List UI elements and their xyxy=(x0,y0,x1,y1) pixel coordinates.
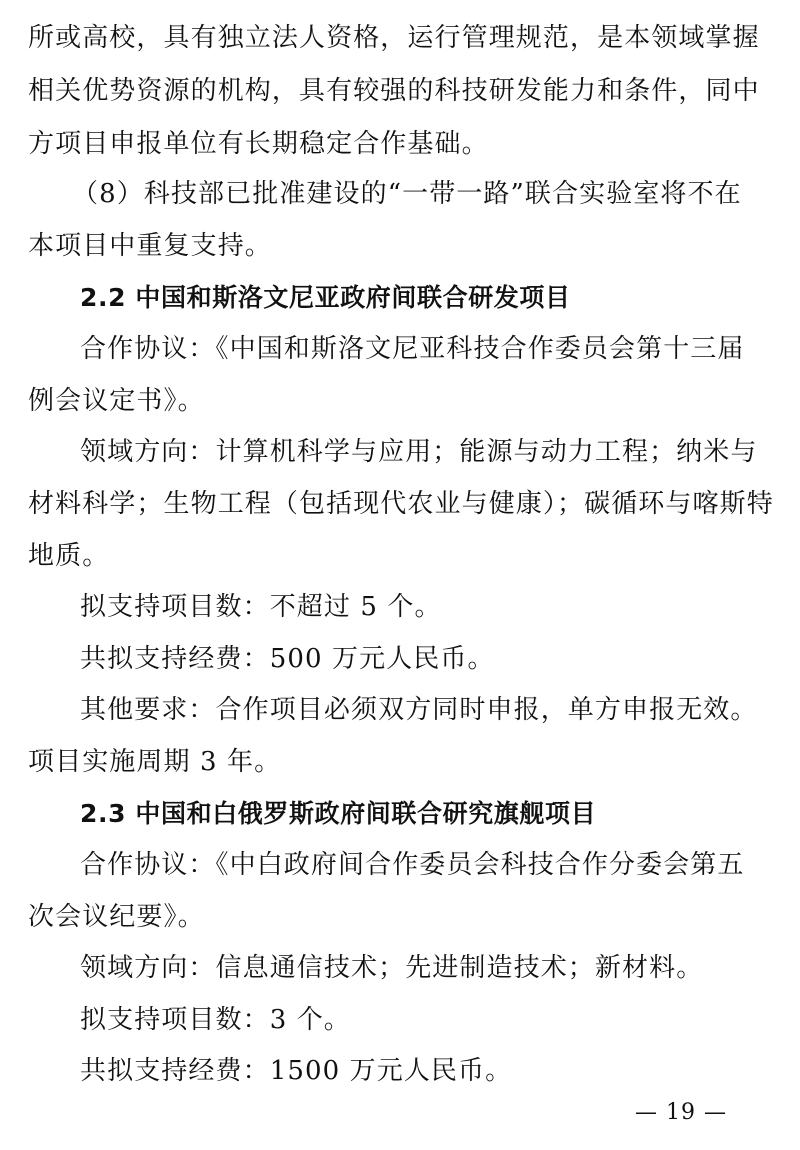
body-text-line: 拟支持项目数：不超过 5 个。 xyxy=(80,592,442,622)
body-text-line: 方项目申报单位有长期稳定合作基础。 xyxy=(28,129,489,159)
body-text-line: 合作协议：《中国和斯洛文尼亚科技合作委员会第十三届 xyxy=(80,334,745,364)
body-text-line: 例会议定书》。 xyxy=(28,386,205,416)
body-text-line: 领域方向：计算机科学与应用；能源与动力工程；纳米与 xyxy=(80,437,758,467)
body-text-line: 领域方向：信息通信技术；先进制造技术；新材料。 xyxy=(80,953,704,983)
body-text-line: 材料科学；生物工程（包括现代农业与健康）；碳循环与喀斯特 xyxy=(28,489,774,519)
body-text-line: 拟支持项目数：3 个。 xyxy=(80,1005,351,1035)
body-text-line: 合作协议：《中白政府间合作委员会科技合作分委会第五 xyxy=(80,850,745,880)
body-text-line: 其他要求：合作项目必须双方同时申报，单方申报无效。 xyxy=(80,695,758,725)
body-text-line: 相关优势资源的机构，具有较强的科技研发能力和条件，同中 xyxy=(28,76,760,106)
body-text-line: 项目实施周期 3 年。 xyxy=(28,747,282,777)
body-text-line: 次会议纪要》。 xyxy=(28,902,205,932)
body-text-line: 共拟支持经费：1500 万元人民币。 xyxy=(80,1056,513,1086)
body-text-line: （8）科技部已批准建设的“一带一路”联合实验室将不在 xyxy=(72,179,742,209)
body-text-line: 所或高校，具有独立法人资格，运行管理规范，是本领域掌握 xyxy=(28,23,760,53)
body-text-line: 本项目中重复支持。 xyxy=(28,231,272,261)
body-text-line: 地质。 xyxy=(28,541,110,571)
section-heading-2-3: 2.3 中国和白俄罗斯政府间联合研究旗舰项目 xyxy=(80,799,597,828)
section-heading-2-2: 2.2 中国和斯洛文尼亚政府间联合研发项目 xyxy=(80,283,571,312)
page-number: — 19 — xyxy=(635,1100,727,1125)
body-text-line: 共拟支持经费：500 万元人民币。 xyxy=(80,644,495,674)
